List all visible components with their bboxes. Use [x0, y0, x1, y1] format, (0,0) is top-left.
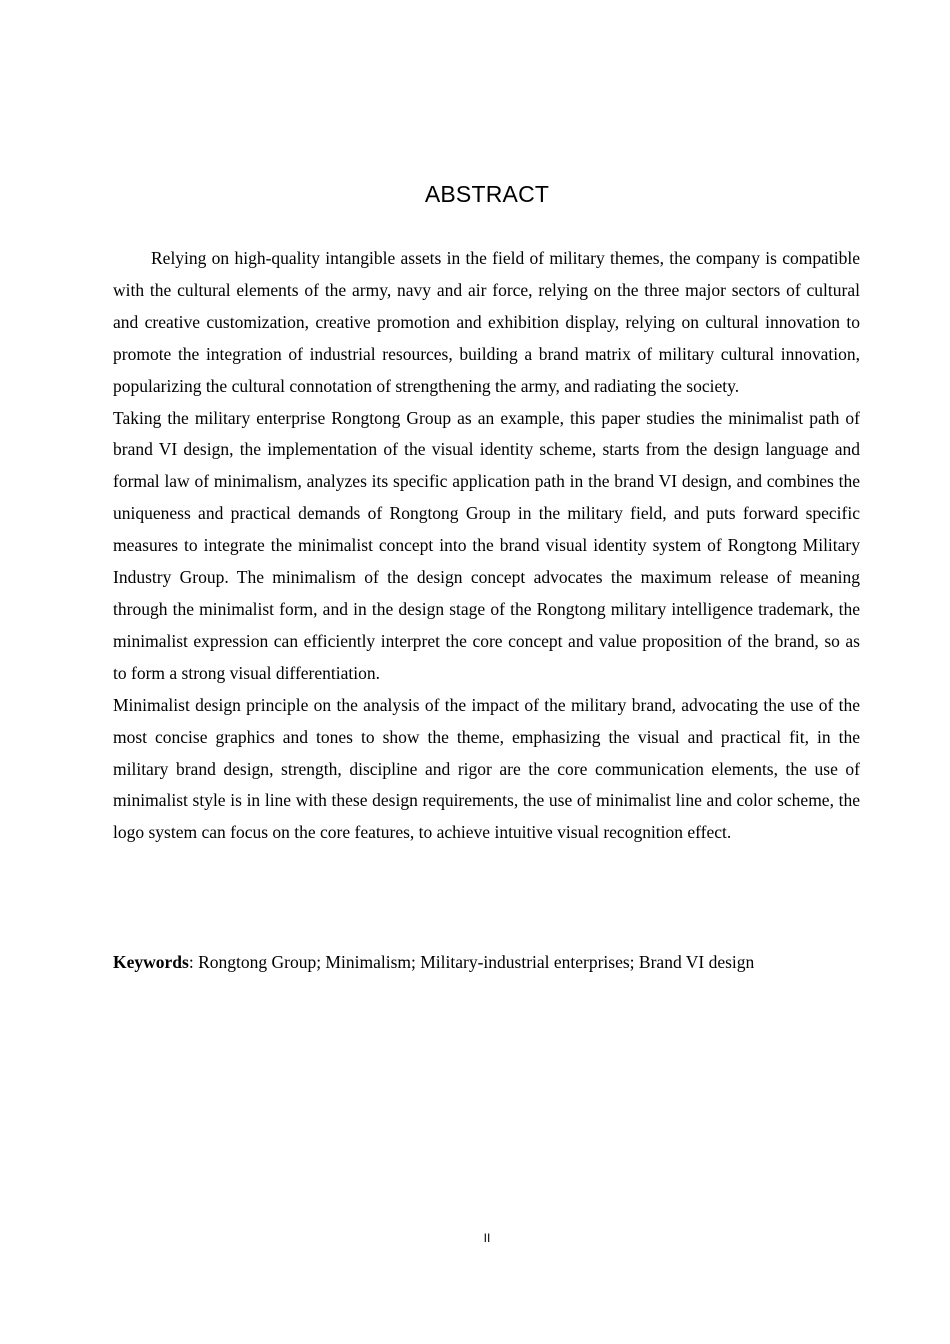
keywords-line [113, 947, 860, 979]
keywords-label: Keywords [113, 952, 189, 972]
keywords-text: : Rongtong Group; Minimalism; Military-industrial enterprises; Brand VI design [188, 952, 755, 972]
abstract-body [113, 243, 860, 849]
abstract-title: ABSTRACT [424, 181, 550, 207]
abstract-paragraph-2: Taking the military enterprise Rongtong Group as an example, this paper studies the minimalist path of brand VI design, the implementation of the visual identity scheme, starts from the design language and formal law of minimalism, analyzes its specific application path in the brand VI design, and combines the uniqueness and practical demands of Rongtong Group in the military field, and puts forward specific measures to integrate the minimalist concept into the brand visual identity system of Rongtong Military Industry Group. The minimalism of the design concept advocates the maximum release of meaning through the minimalist form, and in the design stage of the Rongtong military intelligence trademark, the minimalist expression can efficiently interpret the core concept and value proposition of the brand, so as to form a strong visual differentiation. [113, 407, 860, 683]
page-number: II [483, 1231, 491, 1245]
abstract-paragraph-3: Minimalist design principle on the analysis of the impact of the military brand, advocating the use of the most concise graphics and tones to show the theme, emphasizing the visual and practical fit, in the military brand design, strength, discipline and rigor are the core communication elements, the use of minimalist style is in line with these design requirements, the use of minimalist line and color scheme, the logo system can focus on the core features, to achieve intuitive visual recognition effect. [113, 694, 860, 843]
abstract-paragraph-1: Relying on high-quality intangible assets in the field of military themes, the company is compatible with the cultural elements of the army, navy and air force, relying on the three major sectors of cultural and creative customization, creative promotion and exhibition display, relying on cultural innovation to promote the integration of industrial resources, building a brand matrix of military cultural innovation, popularizing the cultural connotation of strengthening the army, and radiating the society. [113, 248, 860, 396]
